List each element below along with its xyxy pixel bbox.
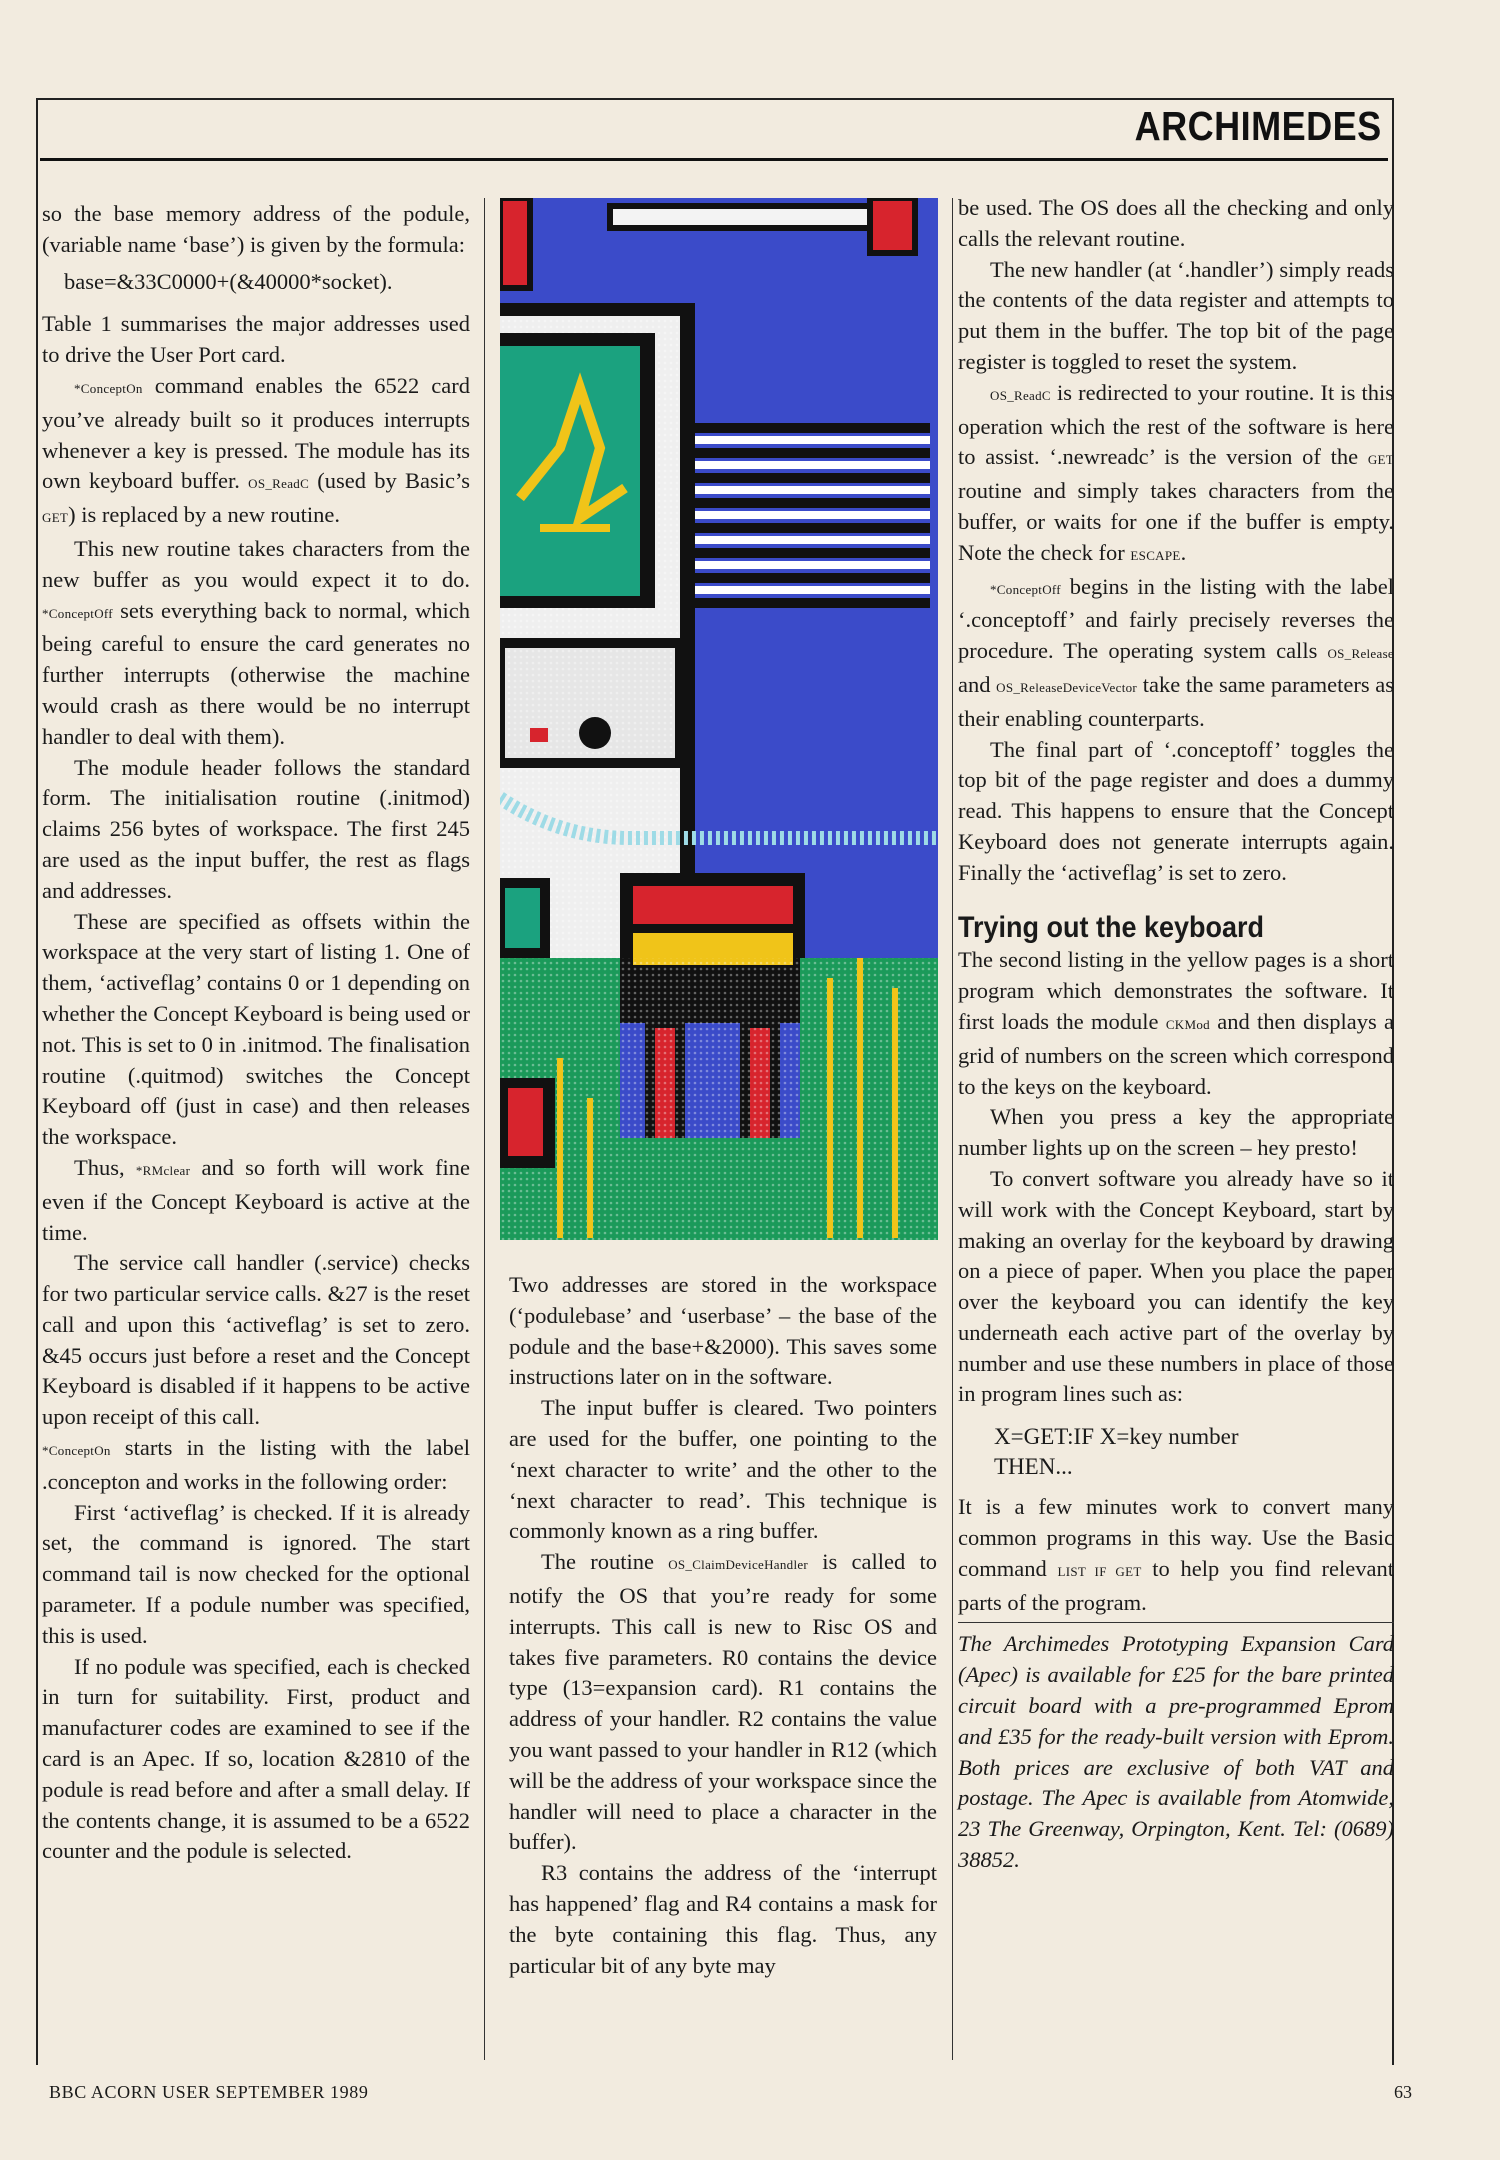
availability-text: The Archimedes Prototyping Expansion Card (Apec) is available for £25 for the bare printed circuit board with a pre-programmed Eprom and £35 for the ready-built version with Eprom. Both prices are exclusive of both VAT and postage. The Apec is available from Atomwide, 23 The Greenway, Orpington, Kent. Tel: (0689) 38852.: [958, 1631, 1394, 1873]
paragraph: This new routine takes characters from the new buffer as you would expect it to do. *ConceptOff sets everything back to normal, which being careful to ensure the card generates no further interrupts (otherwise the machine would crash as there would be no interrupt handler to deal with them).: [42, 535, 470, 749]
command-name: *ConceptOn: [42, 1443, 111, 1459]
paragraph: be used. The OS does all the checking and only calls the relevant routine.: [958, 195, 1394, 251]
paragraph: Two addresses are stored in the workspace (‘podulebase’ and ‘userbase’ – the base of the podule and the base+&2000). This saves some instructions later on in the software.: [509, 1272, 937, 1390]
footer-magazine: BBC ACORN USER SEPTEMBER 1989: [49, 2082, 369, 2102]
column-rule: [484, 198, 485, 2060]
code-line: THEN...: [994, 1454, 1073, 1480]
paragraph: OS_ReadC is redirected to your routine. It is this operation which the rest of the software is here to assist. ‘.newreadc’ is the version of the GET routine and simply takes characters from the buffer, or waits for one if the buffer is empty. Note the check for ESCAPE.: [958, 379, 1394, 565]
code-line: X=GET:IF X=key number: [994, 1424, 1239, 1450]
paragraph: If no podule was specified, each is checked in turn for suitability. First, product and manufacturer codes are examined to see if the card is an Apec. If so, location &2810 of the podule is read before and after a small delay. If the contents change, it is assumed to be a 6522 counter and the podule is selected.: [42, 1653, 470, 1864]
paragraph: R3 contains the address of the ‘interrupt has happened’ flag and R4 contains a mask for the byte containing this flag. Thus, any particular bit of any byte may: [509, 1860, 937, 1978]
paragraph: When you press a key the appropriate number lights up on the screen – hey presto!: [958, 1104, 1394, 1161]
page-number: 63: [1394, 2082, 1412, 2102]
os-call: OS_ClaimDeviceHandler: [668, 1557, 809, 1573]
paragraph: The input buffer is cleared. Two pointers are used for the buffer, one pointing to the ‘next character to write’ and the other to the ‘next character to read’. This technique is commonly known as a ring buffer.: [509, 1395, 937, 1544]
page-frame-left: [36, 98, 38, 2065]
section-heading: ARCHIMEDES: [1135, 103, 1382, 149]
paragraph: To convert software you already have so it will work with the Concept Keyboard, start by making an overlay for the keyboard by drawing on a piece of paper. When you place the paper over the keyboard you can identify the key underneath each active part of the overlay by number and use these numbers in place of those in program lines such as:: [958, 1165, 1394, 1407]
os-call: OS_ReadC: [248, 476, 310, 492]
paragraph: It is a few minutes work to convert many common programs in this way. Use the Basic command LIST IF GET to help you find relevant parts of the program.: [958, 1494, 1394, 1615]
os-call: OS_ReleaseDeviceVector: [996, 679, 1138, 695]
paragraph: Thus, *RMclear and so forth will work fine even if the Concept Keyboard is active at the time.: [42, 1154, 470, 1245]
subheading: Trying out the keyboard: [958, 910, 1265, 944]
os-call: OS_Release: [1327, 646, 1394, 662]
paragraph: *ConceptOn starts in the listing with the label .concepton and works in the following order:: [42, 1435, 470, 1494]
header-rule: [40, 158, 1388, 161]
paragraph: so the base memory address of the podule, (variable name ‘base’) is given by the formula:: [42, 201, 470, 257]
paragraph: *ConceptOn command enables the 6522 card you’ve already built so it produces interrupts whenever a key is pressed. The module has its own keyboard buffer. OS_ReadC (used by Basic’s GET) is replaced by a new routine.: [42, 372, 471, 528]
paragraph: The final part of ‘.conceptoff’ toggles the top bit of the page register and does a dummy read. This happens to ensure that the Concept Keyboard does not generate interrupts again. Finally the ‘activeflag’ is set to zero.: [958, 736, 1394, 885]
paragraph: The module header follows the standard form. The initialisation routine (.initmod) claims 256 bytes of workspace. The first 245 are used as the input buffer, the rest as flags and addresses.: [42, 754, 470, 903]
middle-column: [509, 1270, 937, 1981]
column-rule: [952, 198, 953, 2060]
left-column: [42, 199, 470, 1867]
right-column: [958, 193, 1394, 1876]
paragraph: The service call handler (.service) checks for two particular service calls. &27 is the reset call and upon this ‘activeflag’ is set to zero. &45 occurs just before a reset and the Concept Keyboard is disabled if it happens to be active upon receipt of this call.: [42, 1250, 470, 1430]
availability-box: [958, 1622, 1394, 1875]
module-name: CKMod: [1165, 1016, 1210, 1032]
paragraph: The new handler (at ‘.handler’) simply reads the contents of the data register and attempts to put them in the buffer. The top bit of the page register is toggled to reset the system.: [958, 256, 1394, 374]
command-name: *ConceptOff: [990, 581, 1061, 597]
circuit-illustration: [500, 198, 938, 1240]
page-frame-top: [36, 98, 1392, 100]
os-call: OS_ReadC: [990, 387, 1051, 403]
paragraph: These are specified as offsets within the workspace at the very start of listing 1. One of them, ‘activeflag’ contains 0 or 1 depending on whether the Concept Keyboard is being used or not. This is set to 0 in .initmod. The finalisation routine (.quitmod) switches the Concept Keyboard off (just in case) and then releases the workspace.: [42, 908, 471, 1150]
paragraph: The routine OS_ClaimDeviceHandler is called to notify the OS that you’re ready for some interrupts. This call is new to Risc OS and takes five parameters. R0 contains the device type (13=expansion card). R1 contains the address of your handler. R2 contains the value you want passed to your handler in R12 (which will be the address of your workspace since the handler will need to place a character in the buffer).: [509, 1549, 937, 1855]
paragraph: First ‘activeflag’ is checked. If it is already set, the command is ignored. The start command tail is now checked for the optional parameter. If a podule number was specified, this is used.: [42, 1499, 470, 1648]
formula: base=&33C0000+(&40000*socket).: [64, 268, 393, 294]
paragraph: Table 1 summarises the major addresses used to drive the User Port card.: [42, 311, 470, 368]
paragraph: *ConceptOff begins in the listing with the label ‘.conceptoff’ and fairly precisely reverses the procedure. The operating system calls OS_Release and OS_ReleaseDeviceVector take the same parameters as their enabling counterparts.: [958, 573, 1394, 731]
command-name: *RMclear: [135, 1162, 191, 1178]
command-name: *ConceptOff: [42, 605, 113, 621]
command-name: *ConceptOn: [74, 380, 143, 396]
command-name: LIST IF GET: [1057, 1563, 1142, 1579]
paragraph: The second listing in the yellow pages is a short program which demonstrates the software. It first loads the module CKMod and then displays a grid of numbers on the screen which correspond to the keys on the keyboard.: [958, 947, 1394, 1099]
